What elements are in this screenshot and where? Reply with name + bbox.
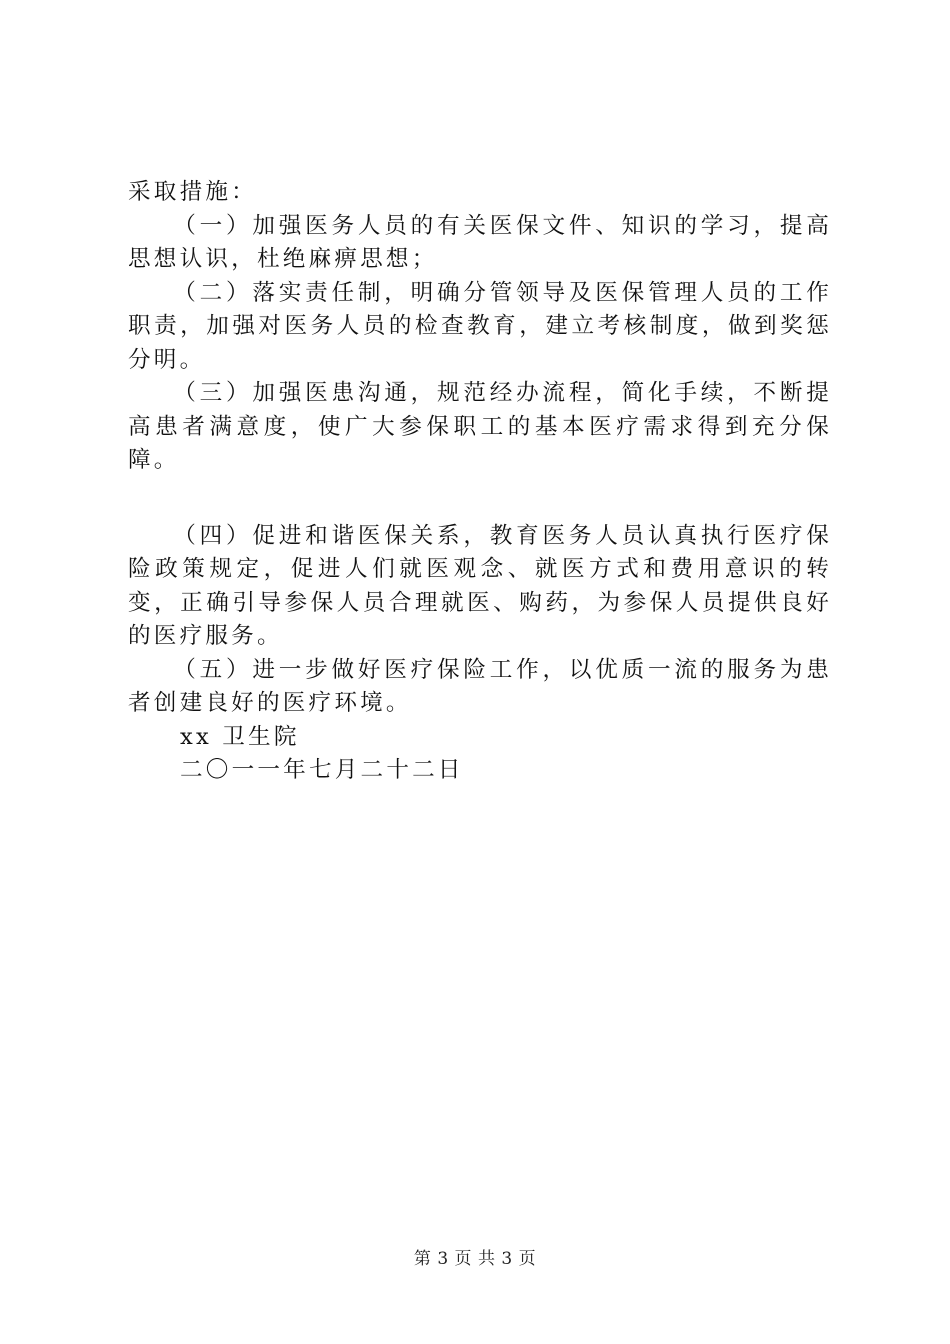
measure-paragraph-4: （四）促进和谐医保关系，教育医务人员认真执行医疗保险政策规定，促进人们就医观念、就医方式和费用意识的转变，正确引导参保人员合理就医、购药，为参保人员提供良好的医疗服务。 (128, 522, 832, 649)
measure-paragraph-1: （一）加强医务人员的有关医保文件、知识的学习，提高思想认识，杜绝麻痹思想； (128, 212, 832, 272)
signature-organization: xx 卫生院 (180, 723, 300, 750)
measure-paragraph-3: （三）加强医患沟通，规范经办流程，简化手续，不断提高患者满意度，使广大参保职工的基本医疗需求得到充分保障。 (128, 380, 832, 473)
measure-paragraph-2: （二）落实责任制，明确分管领导及医保管理人员的工作职责，加强对医务人员的检查教育，建立考核制度，做到奖惩分明。 (128, 279, 832, 373)
measure-paragraph-5: （五）进一步做好医疗保险工作，以优质一流的服务为患者创建良好的医疗环境。 (128, 656, 832, 716)
intro-line: 采取措施： (128, 179, 257, 205)
page-footer: 第 3 页 共 3 页 (413, 1249, 537, 1269)
document-body (128, 176, 832, 788)
signature-date: 二〇一一年七月二十二日 (180, 757, 464, 783)
